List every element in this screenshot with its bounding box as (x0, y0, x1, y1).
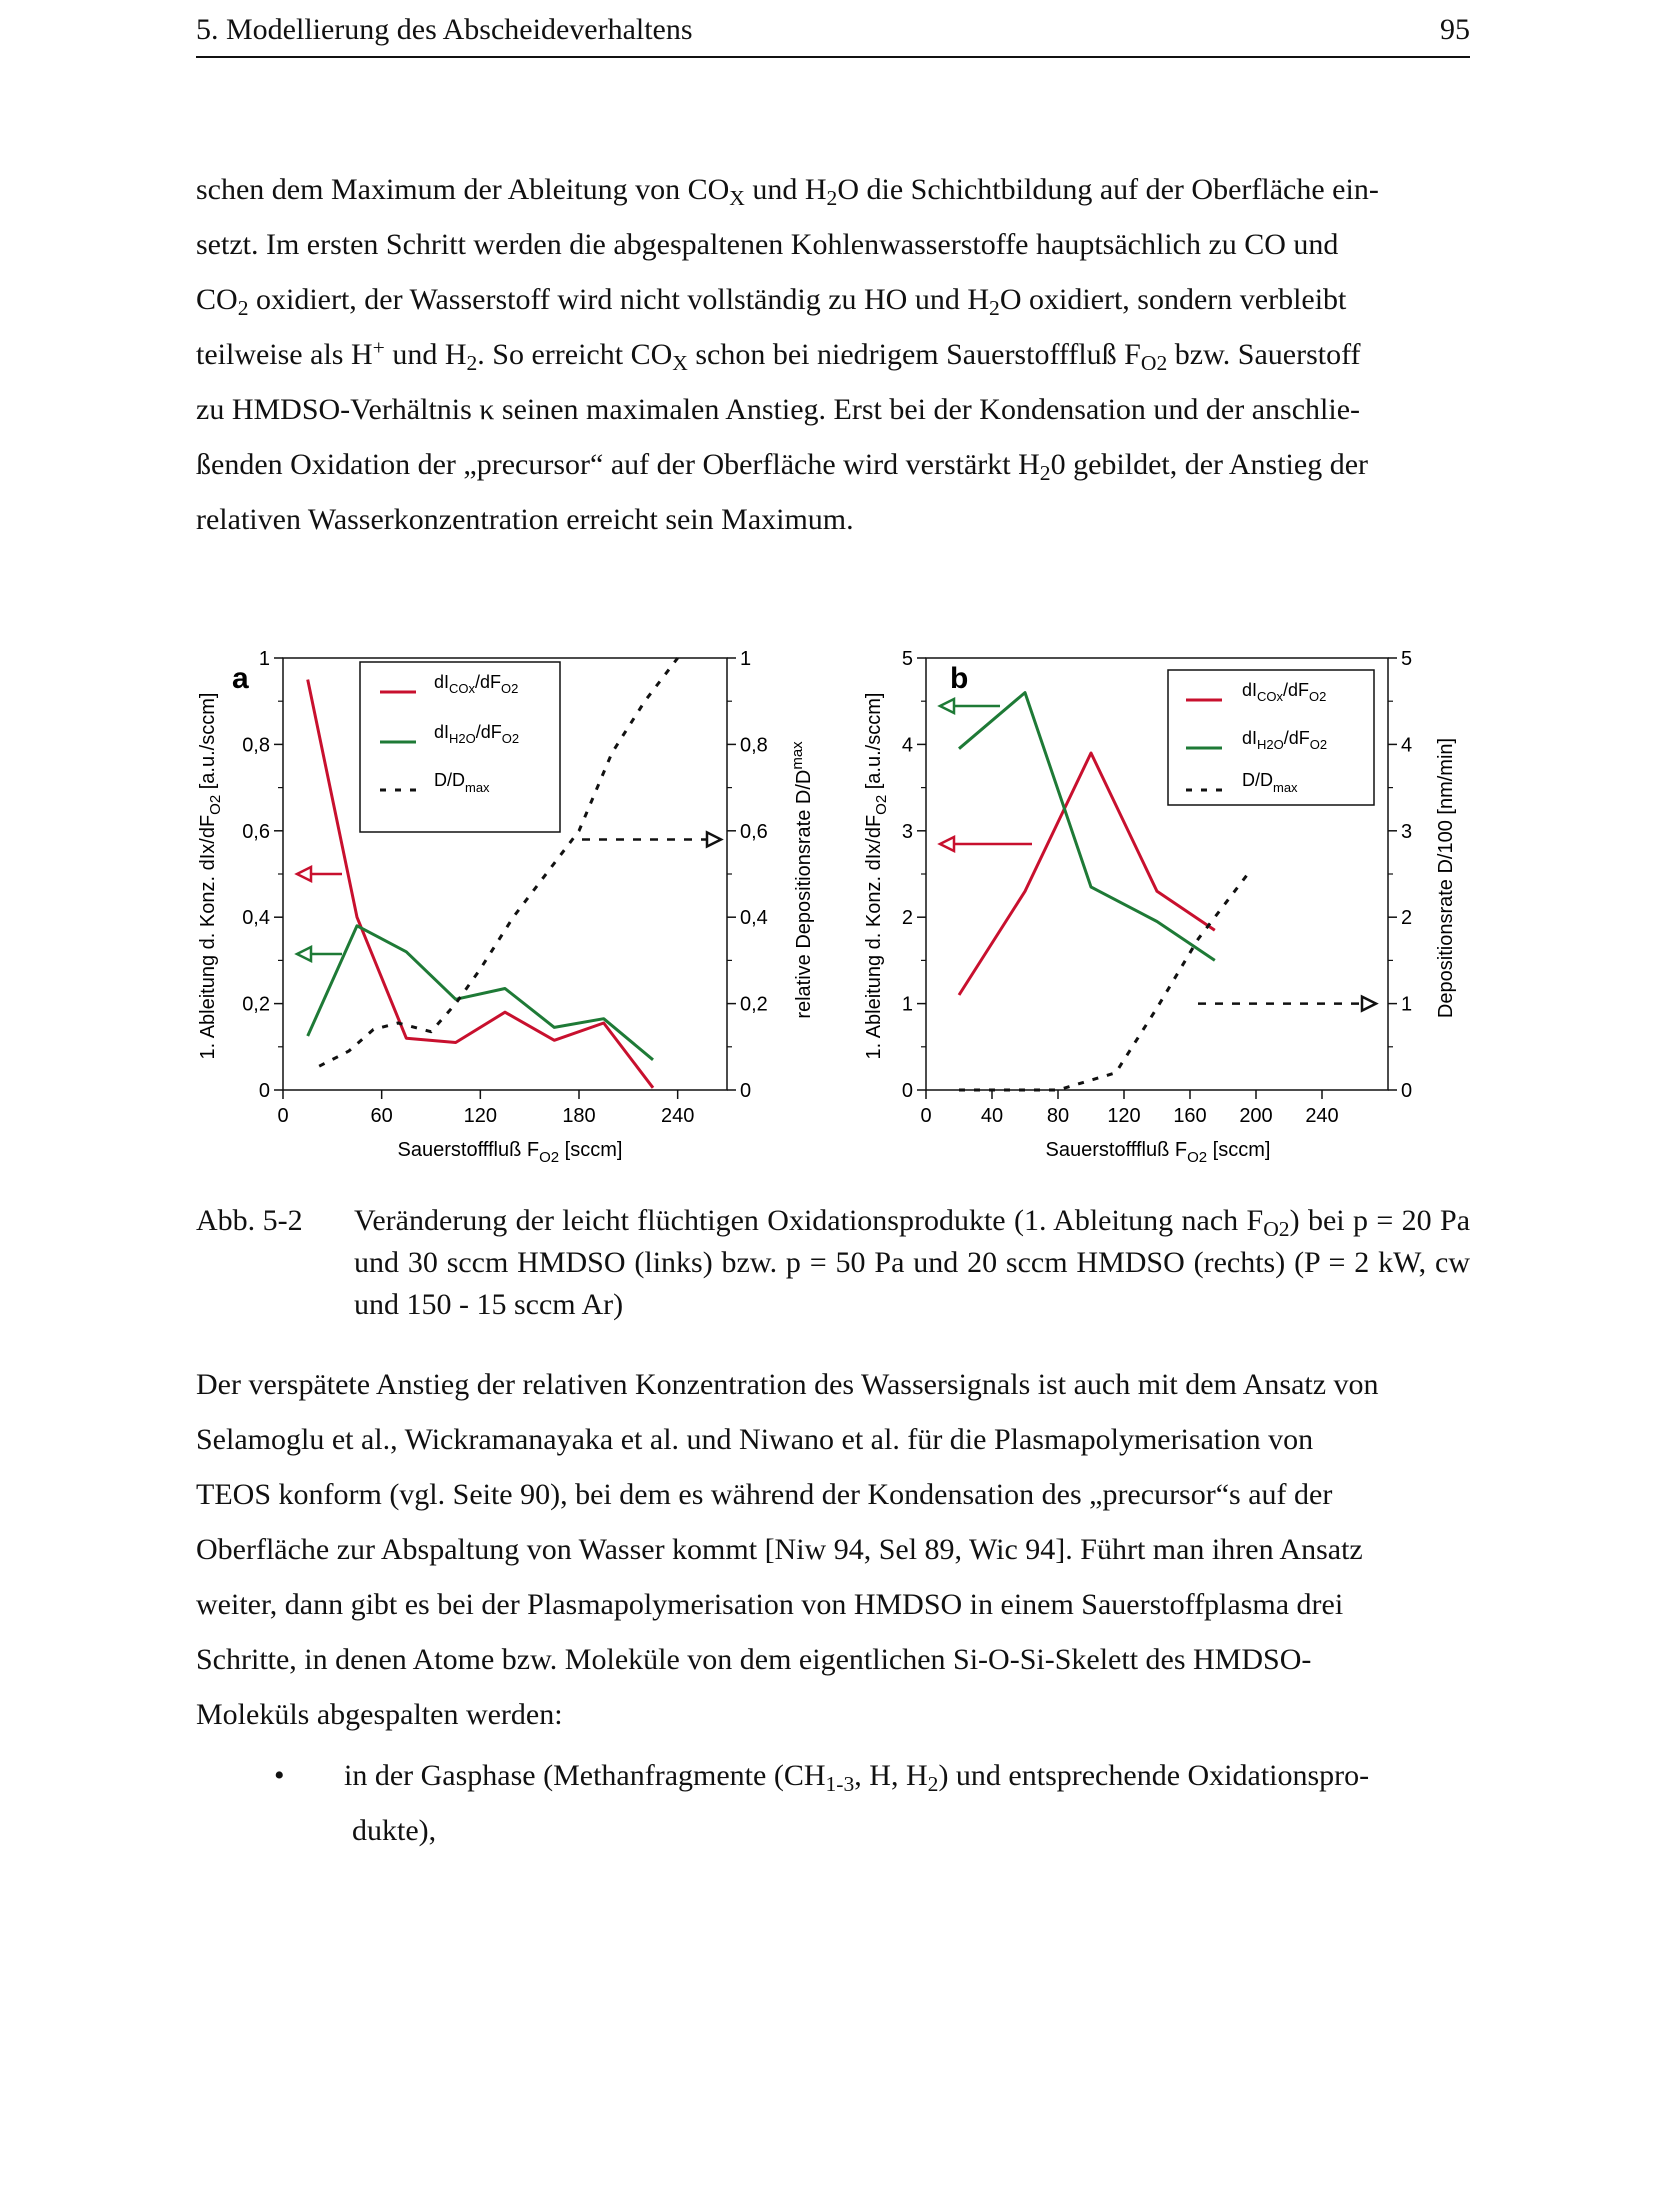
x-axis-title: Sauerstofffluß $F_{O2}$ [sccm] (1045, 1139, 1271, 1166)
paragraph-line: Oberfläche zur Abspaltung von Wasser kommt [Niw 94, Sel 89, Wic 94]. Führt man ihren Ansatz (196, 1533, 1363, 1566)
y2-tick-label: 0,2 (740, 993, 768, 1016)
arrow-cox-left-axis (297, 867, 342, 881)
chart-panel-b (863, 648, 1457, 1166)
arrow-dep-right-axis (582, 832, 721, 846)
x-axis-ticks (277, 1090, 694, 1127)
y2-tick-label: 0 (1401, 1080, 1413, 1102)
paragraph-line: TEOS konform (vgl. Seite 90), bei dem es während der Kondensation des „precursor“s auf der (196, 1478, 1333, 1511)
y2-tick-label: 1 (740, 648, 752, 670)
x-tick-label: 240 (1305, 1105, 1339, 1127)
bullet-line: dukte), (352, 1814, 437, 1847)
paragraph-line: $CO_2$ oxidiert, der Wasserstoff wird nicht vollständig zu HO und $H_2O$ oxidiert, sondern verbleibt (196, 283, 1347, 321)
y-tick-label: 0,8 (242, 734, 270, 757)
y2-tick-label: 1 (1401, 993, 1413, 1016)
legend-label-cox: $dI_{COx}/dF_{O2}$ (434, 672, 519, 696)
x-tick-label: 0 (920, 1105, 932, 1127)
y-tick-label: 3 (901, 820, 913, 843)
paragraph-line: schen dem Maximum der Ableitung von $CO_X$ und $H_2O$ die Schichtbildung auf der Oberfläche ein- (196, 173, 1379, 211)
y-axis-title: 1. Ableitung d. Konz. dIx/$dF_{O2}$ [a.u./sccm] (197, 692, 224, 1060)
y-tick-label: 0,6 (242, 820, 270, 843)
y2-tick-label: 5 (1401, 648, 1413, 670)
y2-tick-label: 3 (1401, 820, 1413, 843)
series-line-dih2odfo2 (308, 926, 653, 1060)
bullet-line: in der Gasphase (Methanfragmente ($CH_{1-3}$, H, $H_2$) und entsprechende Oxidationspro- (344, 1759, 1370, 1797)
y2-tick-label: 0,6 (740, 820, 768, 843)
y2-tick-label: 2 (1401, 907, 1413, 930)
y2-axis-title: relative Depositionsrate $D/D^{max}$ (789, 741, 815, 1019)
y-tick-label: 0 (901, 1080, 913, 1102)
x-tick-label: 200 (1239, 1105, 1273, 1127)
x-tick-label: 120 (1107, 1105, 1141, 1127)
paragraph-line: weiter, dann gibt es bei der Plasmapolymerisation von HMDSO in einem Sauerstoffplasma drei (196, 1588, 1344, 1621)
bullet-text (344, 1748, 1470, 1858)
panel-label: b (950, 662, 969, 695)
x-axis-title: Sauerstofffluß $F_{O2}$ [sccm] (397, 1139, 623, 1166)
legend-label-h2o: $dI_{H2O}/dF_{O2}$ (1242, 728, 1328, 752)
y-tick-label: 2 (901, 907, 913, 930)
x-tick-label: 180 (562, 1105, 596, 1127)
panel-label: a (232, 662, 249, 695)
y2-axis-title: Depositionsrate D/100 [nm/min] (1435, 737, 1457, 1019)
x-tick-label: 80 (1046, 1105, 1070, 1127)
y-tick-label: 1 (258, 648, 270, 670)
y-tick-label: 0 (258, 1080, 270, 1102)
running-header (196, 10, 1470, 58)
paragraph-2 (196, 1357, 1470, 1742)
arrow-cox-left-axis (940, 837, 1032, 851)
paragraph-line: ßenden Oxidation der „precursor“ auf der Oberfläche wird verstärkt $H_20$ gebildet, der Anstieg der (196, 448, 1369, 486)
y-tick-label: 1 (901, 993, 913, 1016)
paragraph-line: Selamoglu et al., Wickramanayaka et al. und Niwano et al. für die Plasmapolymerisation von (196, 1423, 1314, 1456)
x-tick-label: 120 (463, 1105, 498, 1127)
y2-tick-label: 4 (1401, 734, 1413, 757)
page-number: 95 (1440, 13, 1470, 46)
legend-label-h2o: $dI_{H2O}/dF_{O2}$ (434, 722, 520, 746)
y-axis-title: 1. Ableitung d. Konz. dIx/$dF_{O2}$ [a.u./sccm] (863, 692, 890, 1060)
paragraph-line: Moleküls abgespalten werden: (196, 1698, 563, 1731)
caption-text: Veränderung der leicht flüchtigen Oxidationsprodukte (1. Ableitung nach $F_{O2}$) bei p = 20 Pa und 30 sccm HMDSO (links) bzw. p = 50 Pa und 20 sccm HMDSO (rechts) (P = 2 kW, cw und 150 - 15 sccm Ar) (354, 1204, 1471, 1321)
x-tick-label: 60 (370, 1105, 393, 1127)
y2-tick-label: 0 (740, 1080, 752, 1102)
paragraph-line: setzt. Im ersten Schritt werden die abgespaltenen Kohlenwasserstoffe hauptsächlich zu CO und (196, 228, 1339, 261)
paragraph-line: Der verspätete Anstieg der relativen Konzentration des Wassersignals ist auch mit dem Ansatz von (196, 1368, 1379, 1401)
y-tick-label: 0,4 (242, 907, 270, 930)
series-line-d100 (959, 874, 1248, 1090)
legend-label-dep: $D/D_{max}$ (1242, 770, 1298, 795)
arrow-h2o-left-axis (297, 947, 342, 961)
paragraph-line: Schritte, in denen Atome bzw. Moleküle von dem eigentlichen Si-O-Si-Skelett des HMDSO- (196, 1643, 1312, 1676)
figure-5-2 (190, 630, 1480, 1190)
paragraph-line: relativen Wasserkonzentration erreicht sein Maximum. (196, 503, 854, 536)
chart-panel-a (197, 648, 815, 1166)
paragraph-line: zu HMDSO-Verhältnis κ seinen maximalen Anstieg. Erst bei der Kondensation und der anschlie- (196, 393, 1361, 426)
x-tick-label: 40 (980, 1105, 1004, 1127)
bullet-dot: • (274, 1759, 285, 1792)
figure-svg (190, 630, 1480, 1190)
paragraph-1 (196, 162, 1470, 547)
y-tick-label: 0,2 (242, 993, 270, 1016)
y2-tick-label: 0,4 (740, 907, 768, 930)
arrow-h2o-left-axis (940, 699, 1000, 713)
y-tick-label: 4 (901, 734, 913, 757)
x-tick-label: 160 (1173, 1105, 1207, 1127)
y-tick-label: 5 (901, 648, 913, 670)
paragraph-line: teilweise als H+ und $H_2$. So erreicht $CO_X$ schon bei niedrigem Sauerstofffluß $F_{O2}$ bzw. Sauerstoff (196, 335, 1361, 376)
x-tick-label: 240 (660, 1105, 695, 1127)
x-tick-label: 0 (277, 1105, 289, 1127)
caption-label: Abb. 5-2 (196, 1204, 303, 1237)
x-axis-ticks (920, 1090, 1338, 1127)
arrow-dep-right-axis (1198, 997, 1376, 1011)
chapter-title: 5. Modellierung des Abscheideverhaltens (196, 13, 693, 46)
legend-label-dep: $D/D_{max}$ (434, 770, 490, 795)
legend-label-cox: $dI_{COx}/dF_{O2}$ (1242, 680, 1327, 704)
y2-tick-label: 0,8 (740, 734, 768, 757)
